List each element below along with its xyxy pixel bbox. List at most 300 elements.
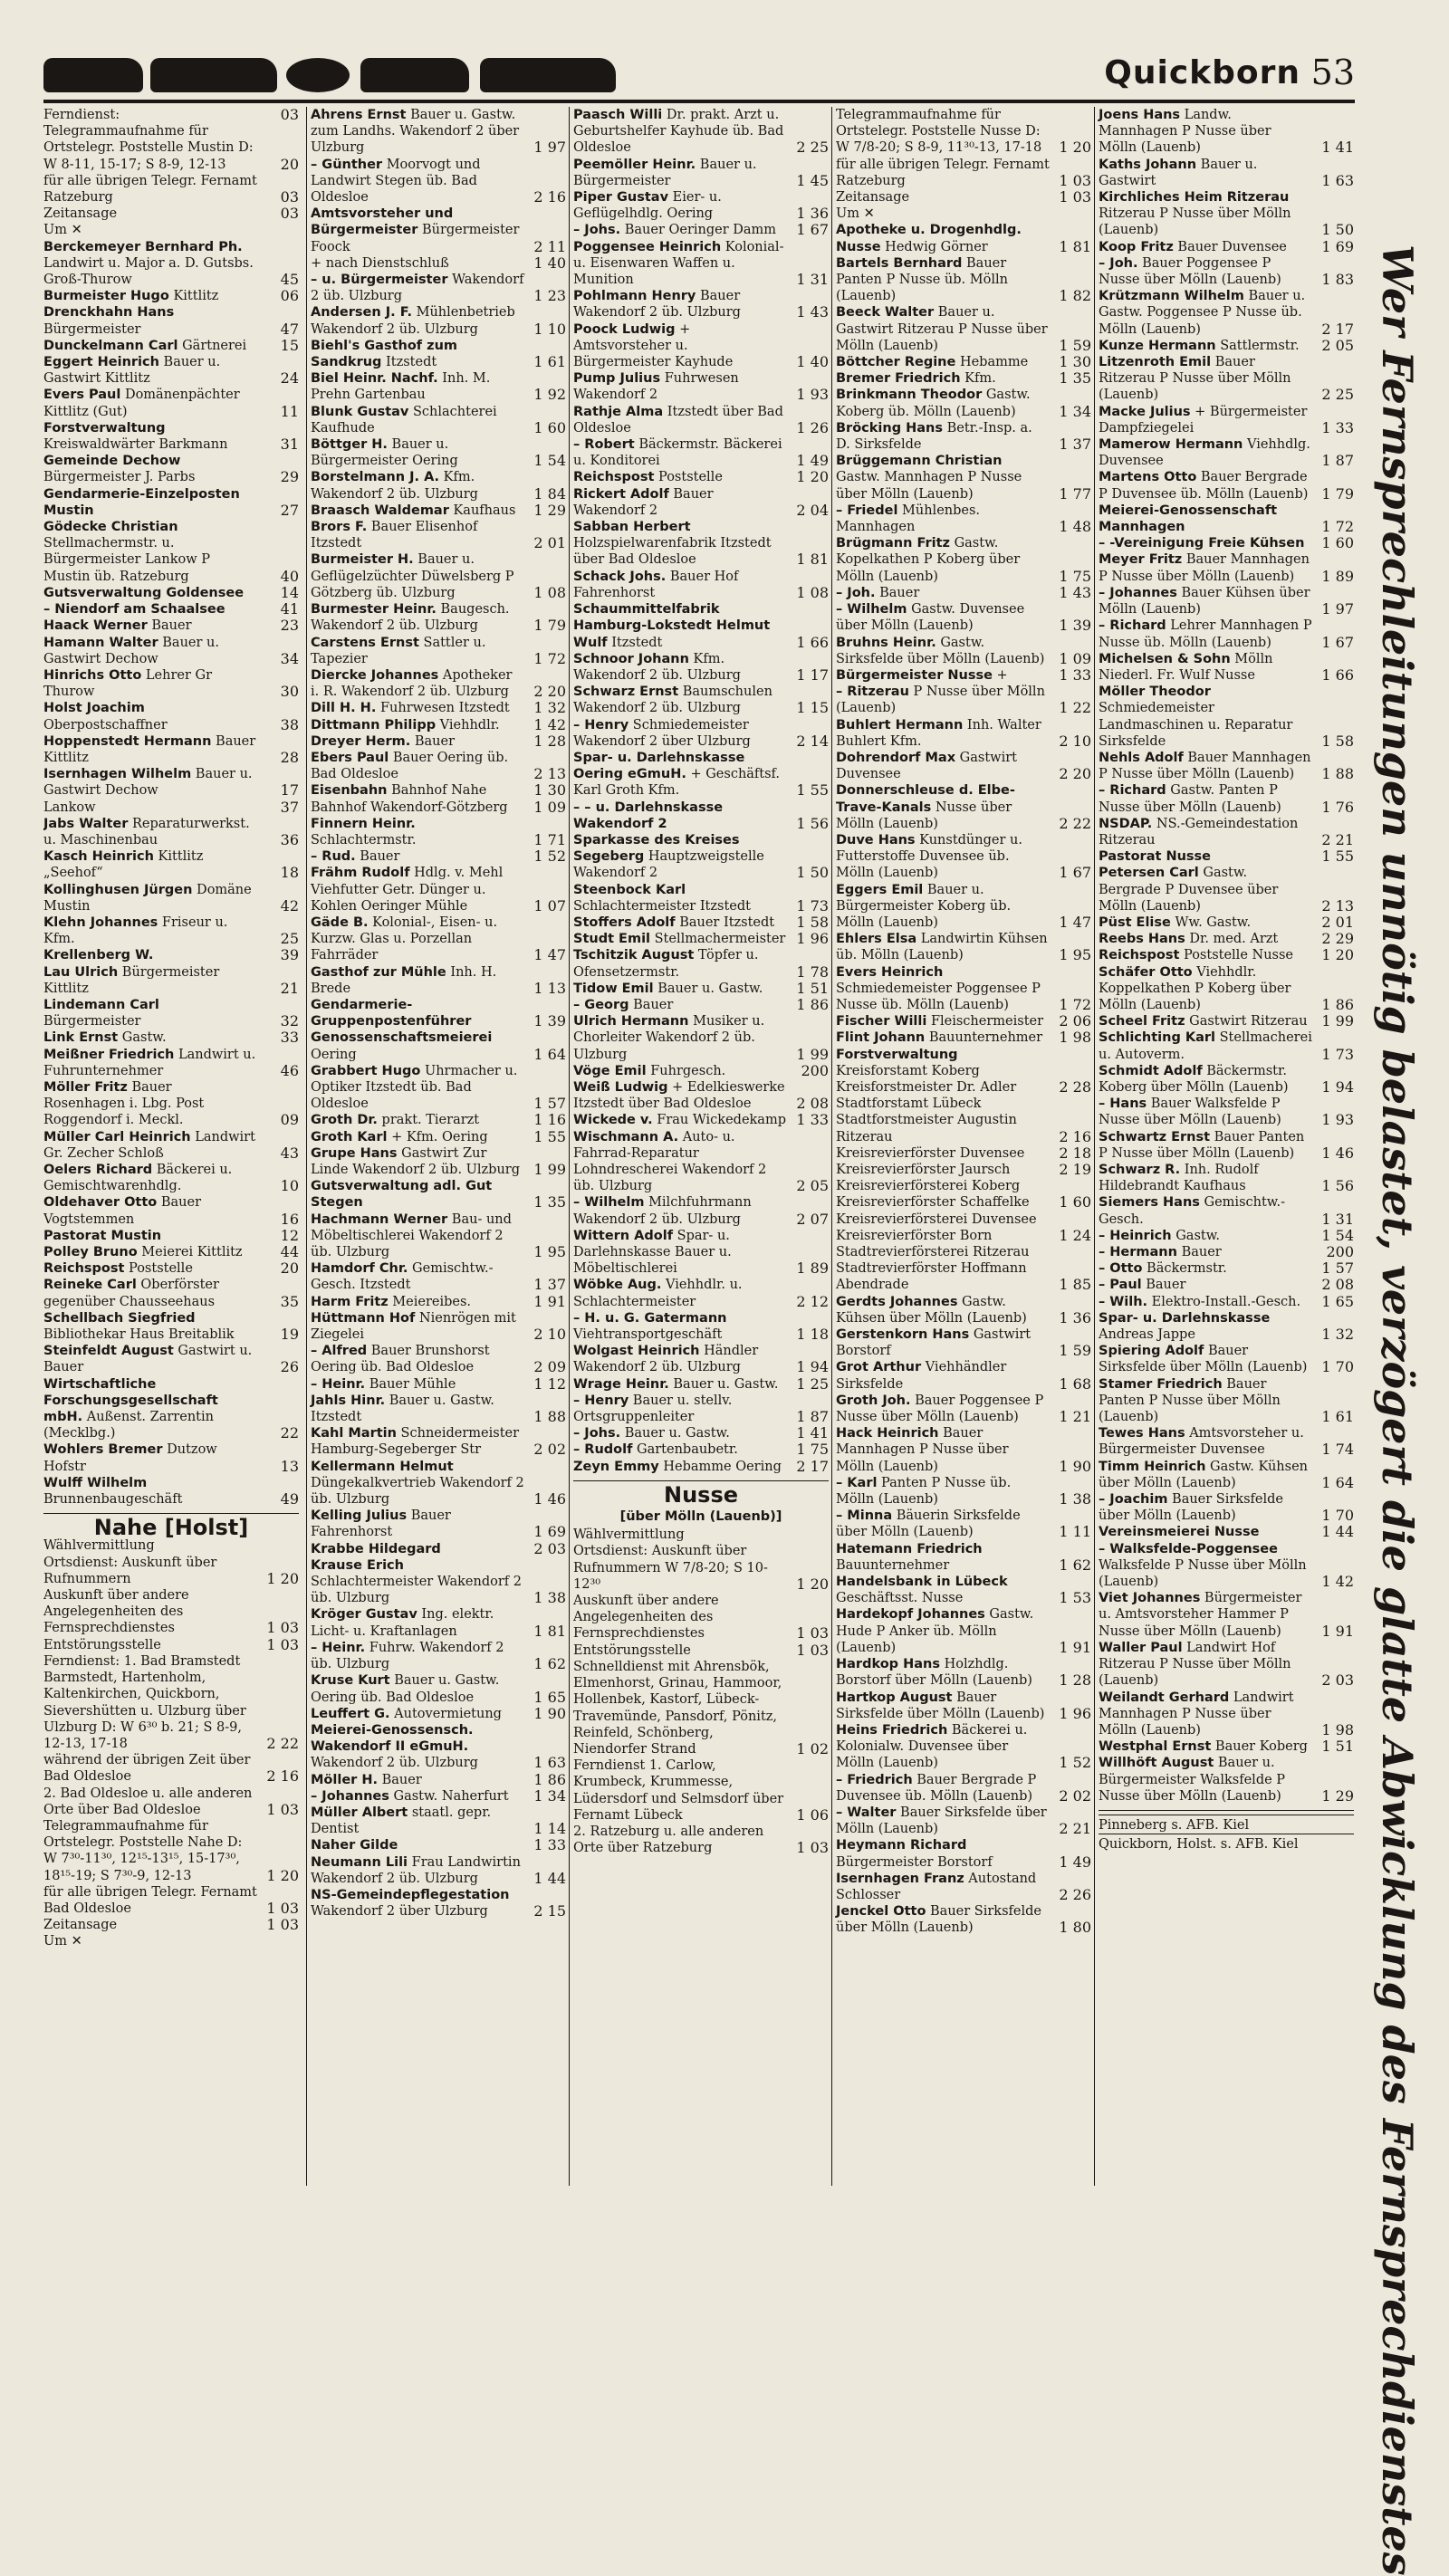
directory-entry xyxy=(311,107,566,157)
entry-name: Hamann Walter xyxy=(43,635,158,650)
entry-details: Viehhdlr. Koppelkathen P Koberg über Mölln (Lauenb) xyxy=(1099,964,1291,1012)
directory-entry xyxy=(836,1425,1091,1475)
directory-entry xyxy=(43,420,299,453)
entry-name: Mamerow Hermann xyxy=(1099,437,1243,453)
directory-entry xyxy=(573,1543,829,1593)
entry-number: 1 40 xyxy=(796,353,829,371)
entry-name: Müller Albert xyxy=(311,1805,408,1820)
entry-number: 1 03 xyxy=(796,1839,829,1857)
entry-name: Hardekopf Johannes xyxy=(836,1607,985,1623)
section-divider xyxy=(1099,1810,1354,1811)
entry-name: Gemeinde Dechow xyxy=(43,454,181,469)
entry-name: – Johannes xyxy=(311,1788,389,1804)
directory-entry xyxy=(1099,239,1354,255)
entry-details: Ortsdienst: Auskunft über Rufnummern xyxy=(43,1555,217,1586)
directory-entry xyxy=(573,1376,829,1393)
directory-entry xyxy=(1099,1690,1354,1739)
entry-details: Frau Wickedekamp xyxy=(652,1113,786,1128)
directory-entry xyxy=(311,800,566,816)
entry-name: Bremer Friedrich xyxy=(836,371,961,387)
entry-details: Nusse über Mölln (Lauenb) xyxy=(836,800,1012,831)
entry-name: Gäde B. xyxy=(311,915,369,930)
entry-name: Hartkop August xyxy=(836,1690,953,1705)
entry-details: Bauer xyxy=(1176,1245,1222,1260)
entry-name: Vereinsmeierei Nusse xyxy=(1099,1525,1260,1540)
directory-entry xyxy=(1099,1491,1354,1524)
directory-entry xyxy=(311,635,566,667)
entry-details: Reparaturwerkst. u. Maschinenbau xyxy=(43,816,250,847)
page-number: 53 xyxy=(1310,53,1355,92)
directory-entry xyxy=(573,947,829,980)
entry-name: Hatemann Friedrich xyxy=(836,1541,983,1556)
entry-details: Bauer u. Bürgermeister Walksfelde P Nusse über Mölln (Lauenb) xyxy=(1099,1756,1286,1804)
entry-details: Kunstdünger u. Futterstoffe Duvensee üb. Mölln (Lauenb) xyxy=(836,832,1022,881)
entry-name: – Johannes xyxy=(1099,585,1177,600)
entry-details: Landwirt Mannhagen P Nusse über Mölln (Lauenb) xyxy=(1099,1690,1294,1738)
directory-entry xyxy=(1099,1524,1354,1540)
entry-number: 1 20 xyxy=(1059,139,1091,157)
entry-number: 2 11 xyxy=(533,237,566,255)
entry-number: 1 84 xyxy=(533,484,566,503)
entry-number: 1 89 xyxy=(796,1259,829,1278)
entry-details: Bäuerin Sirksfelde über Mölln (Lauenb) xyxy=(836,1508,1021,1540)
directory-entry xyxy=(573,1425,829,1441)
directory-entry xyxy=(311,1837,566,1853)
entry-number: 44 xyxy=(280,1243,299,1261)
entry-name: Krause Erich xyxy=(311,1557,404,1573)
entry-number: 20 xyxy=(280,1259,299,1278)
entry-name: Hamdorf Chr. xyxy=(311,1261,408,1277)
entry-details: Bauer u. Gastw. Itzstedt xyxy=(311,1393,494,1425)
entry-name: Jahls Hinr. xyxy=(311,1393,386,1408)
entry-number: 1 61 xyxy=(1321,1408,1354,1426)
directory-entry xyxy=(573,469,829,485)
entry-details: Musiker u. Chorleiter Wakendorf 2 üb. Ulzburg xyxy=(573,1014,765,1062)
entry-number: 1 94 xyxy=(796,1358,829,1376)
entry-details: Bauer Panten P Nusse üb. Mölln (Lauenb) xyxy=(836,255,1008,304)
entry-number: 1 88 xyxy=(1321,765,1354,783)
entry-name: Pohlmann Henry xyxy=(573,289,696,304)
entry-name: – Minna xyxy=(836,1508,893,1524)
entry-number: 2 29 xyxy=(1321,930,1354,948)
directory-entry xyxy=(836,1047,1091,1096)
entry-name: Dunckelmann Carl xyxy=(43,338,178,353)
entry-details: Sattlermstr. xyxy=(1215,338,1300,353)
entry-name: Sparkasse des Kreises Segeberg xyxy=(573,832,740,865)
entry-details: Hedwig Görner xyxy=(880,239,988,254)
entry-name: – Karl xyxy=(836,1475,878,1490)
entry-number: 34 xyxy=(280,649,299,667)
entry-details: Bauer u. Gastwirt xyxy=(1099,157,1258,188)
entry-name: Flint Johann xyxy=(836,1030,926,1046)
entry-details: Gastw. Hude P Anker üb. Mölln (Lauenb) xyxy=(836,1607,1034,1655)
entry-number: 2 21 xyxy=(1321,830,1354,848)
telephone-logo-band-icon xyxy=(43,54,623,96)
directory-entry xyxy=(1099,651,1354,684)
entry-name: Studt Emil xyxy=(573,932,651,947)
entry-name: Steenbock Karl xyxy=(573,882,686,897)
entry-details: Schlachtermeister Itzstedt xyxy=(573,898,751,914)
directory-entry xyxy=(836,107,1091,157)
entry-details: Außenst. Zarrentin (Mecklbg.) xyxy=(43,1410,214,1441)
directory-entry xyxy=(311,733,566,750)
entry-number: 1 65 xyxy=(1321,1292,1354,1310)
entry-name: Oldehaver Otto xyxy=(43,1195,158,1211)
entry-number: 1 35 xyxy=(1059,369,1091,388)
directory-entry xyxy=(43,635,299,667)
entry-name: Kröger Gustav xyxy=(311,1607,417,1623)
entry-number: 1 60 xyxy=(1059,1193,1091,1211)
entry-name: Meierei-Genossenschaft Mannhagen xyxy=(1099,503,1278,535)
entry-details: Hebamme xyxy=(955,355,1029,370)
entry-number: 1 49 xyxy=(796,452,829,470)
entry-number: 1 54 xyxy=(1321,1226,1354,1244)
entry-number: 1 03 xyxy=(1059,188,1091,206)
directory-entry xyxy=(573,981,829,997)
entry-number: 28 xyxy=(280,748,299,766)
entry-details: Kittlitz „Seehof“ xyxy=(43,849,204,881)
directory-entry xyxy=(1099,288,1354,338)
entry-details: Andreas Jappe xyxy=(1099,1327,1195,1343)
entry-number: 2 22 xyxy=(1059,814,1091,832)
entry-details: Poststelle Nusse xyxy=(1179,948,1294,963)
directory-entry xyxy=(1099,255,1354,288)
directory-entry xyxy=(573,1277,829,1309)
directory-entry xyxy=(836,304,1091,354)
directory-entry xyxy=(836,1837,1091,1870)
entry-number: 18 xyxy=(280,864,299,882)
entry-details: Bauer xyxy=(378,1772,422,1787)
entry-details: Düngekalkvertrieb Wakendorf 2 üb. Ulzburg xyxy=(311,1475,524,1508)
directory-entry xyxy=(43,848,299,881)
directory-entry xyxy=(573,157,829,189)
entry-number: 24 xyxy=(280,369,299,388)
entry-number: 1 47 xyxy=(1059,913,1091,931)
entry-details: Bauer Rosenhagen i. Lbg. Post Roggendorf i. Meckl. xyxy=(43,1079,205,1128)
directory-entry xyxy=(311,1343,566,1375)
entry-number: 1 49 xyxy=(1059,1853,1091,1871)
directory-entry xyxy=(1099,816,1354,848)
directory-entry xyxy=(311,1508,566,1540)
entry-details: Geschäftsst. Nusse xyxy=(836,1591,964,1606)
entry-details: Frau Landwirtin Wakendorf 2 üb. Ulzburg xyxy=(311,1854,521,1886)
directory-entry xyxy=(1099,848,1354,865)
directory-entry xyxy=(836,717,1091,750)
entry-number: 1 15 xyxy=(796,699,829,717)
directory-entry xyxy=(1099,684,1354,750)
directory-entry xyxy=(836,750,1091,782)
entry-name: Litzenroth Emil xyxy=(1099,355,1212,370)
entry-details: Dutzow Hofstr xyxy=(43,1442,217,1474)
entry-number: 1 08 xyxy=(796,583,829,601)
directory-entry xyxy=(836,189,1091,206)
directory-entry xyxy=(311,1772,566,1788)
directory-entry xyxy=(836,206,1091,222)
entry-name: Burmeister H. xyxy=(311,552,414,568)
directory-entry xyxy=(43,766,299,799)
entry-number: 2 05 xyxy=(796,1177,829,1195)
entry-details: Stellmachermstr. u. Bürgermeister Lankow P Mustin üb. Ratzeburg xyxy=(43,536,210,584)
entry-details: Bauer u. Gastw. zum Landhs. Wakendorf 2 über Ulzburg xyxy=(311,108,520,156)
entry-details: Inh. M. Prehn Gartenbau xyxy=(311,371,491,403)
entry-number: 1 03 xyxy=(796,1624,829,1642)
entry-name: Frähm Rudolf xyxy=(311,866,410,881)
entry-number: 15 xyxy=(280,336,299,354)
entry-details: Gastw. xyxy=(1171,1228,1221,1243)
directory-entry xyxy=(43,1475,299,1508)
entry-details: Elektro-Install.-Gesch. xyxy=(1147,1294,1301,1309)
entry-details: Bauunternehmer xyxy=(925,1030,1043,1046)
entry-number: 1 03 xyxy=(266,1899,299,1917)
entry-number: 1 08 xyxy=(533,583,566,601)
directory-entry xyxy=(311,1260,566,1293)
entry-number: 1 86 xyxy=(1321,995,1354,1013)
directory-entry xyxy=(311,1425,566,1458)
directory-entry xyxy=(311,551,566,601)
entry-details: Apotheker i. R. Wakendorf 2 üb. Ulzburg xyxy=(311,667,513,700)
entry-number: 12 xyxy=(280,1226,299,1244)
entry-details: Bürgermeister u. Amtsvorsteher Hammer P Nusse über Mölln (Lauenb) xyxy=(1099,1591,1302,1639)
directory-entry xyxy=(43,1537,299,1554)
entry-name: Reebs Hans xyxy=(1099,932,1185,947)
entry-name: Hüttmann Hof xyxy=(311,1310,416,1326)
entry-number: 2 25 xyxy=(796,139,829,157)
entry-details: Gastw. xyxy=(118,1030,167,1046)
entry-number: 03 xyxy=(280,107,299,123)
entry-details: Gastw. Koberg üb. Mölln (Lauenb) xyxy=(836,388,1031,419)
entry-number: 1 89 xyxy=(1321,567,1354,585)
entry-name: – Walter xyxy=(836,1805,897,1820)
directory-entry xyxy=(1099,1640,1354,1690)
entry-details: Mühlenbes. Mannhagen xyxy=(836,503,981,535)
entry-name: – Johs. xyxy=(573,223,621,238)
entry-name: – u. Bürgermeister xyxy=(311,273,448,288)
entry-details: Landwirt Gr. Zecher Schloß xyxy=(43,1129,255,1161)
entry-name: – Friedrich xyxy=(836,1772,913,1787)
directory-entry xyxy=(43,486,299,519)
directory-entry xyxy=(43,173,299,206)
entry-number: 1 56 xyxy=(796,814,829,832)
entry-number: 1 82 xyxy=(1059,287,1091,305)
entry-name: Schaummittelfabrik Hamburg-Lokstedt Helmut Wulf xyxy=(573,602,771,650)
directory-entry xyxy=(836,1541,1091,1574)
directory-entry xyxy=(311,370,566,403)
entry-number: 1 31 xyxy=(796,271,829,289)
entry-number: 1 86 xyxy=(796,995,829,1013)
entry-number: 1 72 xyxy=(533,649,566,667)
entry-number: 1 03 xyxy=(266,1800,299,1818)
directory-entry xyxy=(836,1656,1091,1689)
entry-number: 2 17 xyxy=(1321,320,1354,338)
page-header xyxy=(43,53,1355,98)
entry-name: Oelers Richard xyxy=(43,1163,153,1177)
entry-number: 1 20 xyxy=(796,468,829,486)
directory-entry xyxy=(836,1805,1091,1837)
directory-entry xyxy=(43,1310,299,1343)
directory-entry xyxy=(1099,1260,1354,1277)
directory-entry xyxy=(1099,1738,1354,1755)
entry-name: Klehn Johannes xyxy=(43,915,158,930)
entry-number: 2 16 xyxy=(533,188,566,206)
entry-number: 2 01 xyxy=(1321,913,1354,931)
entry-number: 06 xyxy=(280,287,299,305)
column-2 xyxy=(306,107,566,2186)
entry-name: Schnoor Johann xyxy=(573,651,689,666)
entry-number: 1 67 xyxy=(1059,864,1091,882)
entry-name: Möller Fritz xyxy=(43,1079,128,1095)
directory-entry xyxy=(311,304,566,337)
entry-name: Evers Heinrich xyxy=(836,964,944,980)
entry-number: 1 22 xyxy=(1059,699,1091,717)
entry-name: Wickede v. xyxy=(573,1113,653,1128)
entry-name: Willhöft August xyxy=(1099,1756,1214,1771)
entry-details: Bauer Itzstedt xyxy=(675,915,775,930)
entry-name: NS-Gemeindepflegestation xyxy=(311,1887,510,1902)
entry-number: 40 xyxy=(280,567,299,585)
entry-details: Bauer u. Geflügelzüchter Düwelsberg P Götzberg üb. Ulzburg xyxy=(311,552,514,600)
entry-number: 1 50 xyxy=(1321,221,1354,239)
entry-name: Andersen J. F. xyxy=(311,305,412,321)
entry-number: 1 09 xyxy=(533,798,566,816)
entry-name: Poggensee Heinrich xyxy=(573,239,722,254)
entry-name: Spar- u. Darlehnskasse Oering eGmuH. xyxy=(573,750,745,782)
entry-name: NSDAP. xyxy=(1099,816,1153,831)
entry-details: Bauer xyxy=(410,733,456,749)
directory-entry xyxy=(1099,1129,1354,1162)
entry-name: – Rudolf xyxy=(573,1442,633,1458)
entry-name: – Richard xyxy=(1099,783,1166,799)
entry-details: Telegrammaufnahme für Ortstelegr. Poststelle Nahe D: W 7³⁰-11³⁰, 12¹⁵-13¹⁵, 15-17³⁰, 18¹⁵-19; S 7³⁰-9, 12-13 xyxy=(43,1818,243,1883)
entry-name: Groth Dr. xyxy=(311,1113,378,1128)
entry-name: Siemers Hans xyxy=(1099,1195,1200,1211)
entry-details: Bibliothekar Haus Breitablik xyxy=(43,1327,235,1343)
entry-number: 1 99 xyxy=(533,1161,566,1178)
directory-entry xyxy=(836,832,1091,882)
directory-entry xyxy=(43,107,299,123)
directory-entry xyxy=(836,370,1091,387)
directory-entry xyxy=(43,1786,299,1818)
directory-entry xyxy=(311,1178,566,1211)
entry-details: für alle übrigen Telegr. Fernamt Bad Oldesloe xyxy=(43,1884,257,1916)
entry-details: Landwirt u. Fuhrunternehmer xyxy=(43,1047,256,1078)
entry-number: 1 20 xyxy=(266,1866,299,1884)
entry-details: während der übrigen Zeit über Bad Oldesloe xyxy=(43,1753,251,1785)
entry-name: Reichspost xyxy=(43,1261,125,1277)
entry-number: 1 47 xyxy=(533,946,566,964)
directory-entry xyxy=(1099,1590,1354,1640)
directory-entry xyxy=(1099,1294,1354,1310)
entry-number: 200 xyxy=(1326,1243,1354,1261)
directory-entry xyxy=(1099,1096,1354,1128)
entry-number: 1 37 xyxy=(1059,436,1091,454)
directory-entry xyxy=(573,1129,829,1195)
directory-entry xyxy=(836,420,1091,453)
directory-entry xyxy=(1099,503,1354,535)
entry-details: Kfm. Wakendorf 2 üb. Ulzburg xyxy=(311,470,478,502)
directory-entry xyxy=(1099,1029,1354,1062)
entry-details: Meierei Kittlitz xyxy=(137,1245,243,1260)
entry-number: 1 87 xyxy=(796,1408,829,1426)
entry-number: 1 64 xyxy=(1321,1473,1354,1491)
entry-name: Genossenschaftsmeierei xyxy=(311,1030,493,1046)
directory-entry xyxy=(836,1871,1091,1903)
entry-details: Kreiswaldwärter Barkmann xyxy=(43,437,228,453)
directory-entry xyxy=(573,222,829,238)
entry-details: Bauer Kittlitz xyxy=(43,733,256,765)
directory-entry xyxy=(836,1508,1091,1540)
directory-entry xyxy=(311,717,566,733)
entry-details: Bauer u. Gastw. xyxy=(668,1376,779,1392)
directory-entry xyxy=(311,1706,566,1722)
entry-details: Dr. med. Arzt xyxy=(1185,932,1279,947)
directory-entry xyxy=(311,272,566,304)
entry-number: 17 xyxy=(280,781,299,800)
entry-number: 1 57 xyxy=(1321,1259,1354,1278)
entry-number: 1 56 xyxy=(1321,1177,1354,1195)
entry-name: Möller H. xyxy=(311,1772,379,1787)
entry-details: Bürgermeister Borstorf xyxy=(836,1854,993,1870)
directory-entry xyxy=(1099,1376,1354,1426)
directory-entry xyxy=(311,915,566,964)
entry-name: Spiering Adolf xyxy=(1099,1344,1204,1359)
entry-number: 43 xyxy=(280,1144,299,1162)
entry-name: Möller Theodor xyxy=(1099,685,1211,700)
section-divider xyxy=(43,1513,299,1514)
entry-number: 1 30 xyxy=(1059,353,1091,371)
directory-entry xyxy=(836,1294,1091,1326)
entry-number: 37 xyxy=(280,798,299,816)
entry-number: 1 17 xyxy=(796,666,829,684)
entry-name: Rickert Adolf xyxy=(573,486,669,502)
directory-entry xyxy=(836,453,1091,503)
entry-name: Buhlert Hermann xyxy=(836,717,964,733)
directory-entry xyxy=(573,997,829,1013)
entry-number: 1 31 xyxy=(1321,1210,1354,1228)
entry-details: Poststelle xyxy=(654,470,723,485)
entry-number: 1 02 xyxy=(796,1739,829,1757)
entry-name: – Henry xyxy=(573,1393,629,1408)
entry-name: Gerstenkorn Hans xyxy=(836,1327,970,1343)
entry-number: 1 73 xyxy=(796,896,829,915)
directory-entry xyxy=(43,354,299,387)
entry-number: 1 79 xyxy=(533,617,566,635)
entry-details: Viehhdlr. xyxy=(436,717,500,733)
entry-number: 1 37 xyxy=(533,1276,566,1294)
entry-details: Fleischermeister xyxy=(926,1014,1044,1029)
directory-entry xyxy=(1099,1343,1354,1375)
directory-entry xyxy=(1099,354,1354,404)
directory-entry xyxy=(43,1933,299,1949)
entry-details: Kreisforstamt Koberg Kreisforstmeister Dr. Adler xyxy=(836,1063,1017,1095)
entry-name: Schwarz R. xyxy=(1099,1163,1181,1177)
entry-number: 1 38 xyxy=(533,1589,566,1607)
entry-details: Schlachterei Kaufhude xyxy=(311,404,497,436)
entry-details: Bürgermeister Foock xyxy=(311,223,520,254)
entry-name: Pump Julius xyxy=(573,371,661,387)
entry-details: Schlachtermstr. xyxy=(311,832,417,847)
entry-details: Viehhdlg. Duvensee xyxy=(1099,437,1310,469)
entry-details: Ferndienst 1. Carlow, Krumbeck, Krummesse, Lüdersdorf und Selmsdorf über Fernamt Lübeck xyxy=(573,1758,784,1823)
entry-number: 2 05 xyxy=(1321,336,1354,354)
entry-name: Schwartz Ernst xyxy=(1099,1129,1211,1144)
entry-name: Schlichting Karl xyxy=(1099,1030,1216,1046)
entry-details: Lehrer Mannhagen P Nusse üb. Mölln (Lauenb) xyxy=(1099,618,1312,650)
directory-entry xyxy=(43,304,299,337)
directory-entry xyxy=(43,206,299,222)
entry-number: 1 03 xyxy=(796,1641,829,1659)
directory-entry xyxy=(43,733,299,766)
entry-number: 2 18 xyxy=(1059,1144,1091,1162)
